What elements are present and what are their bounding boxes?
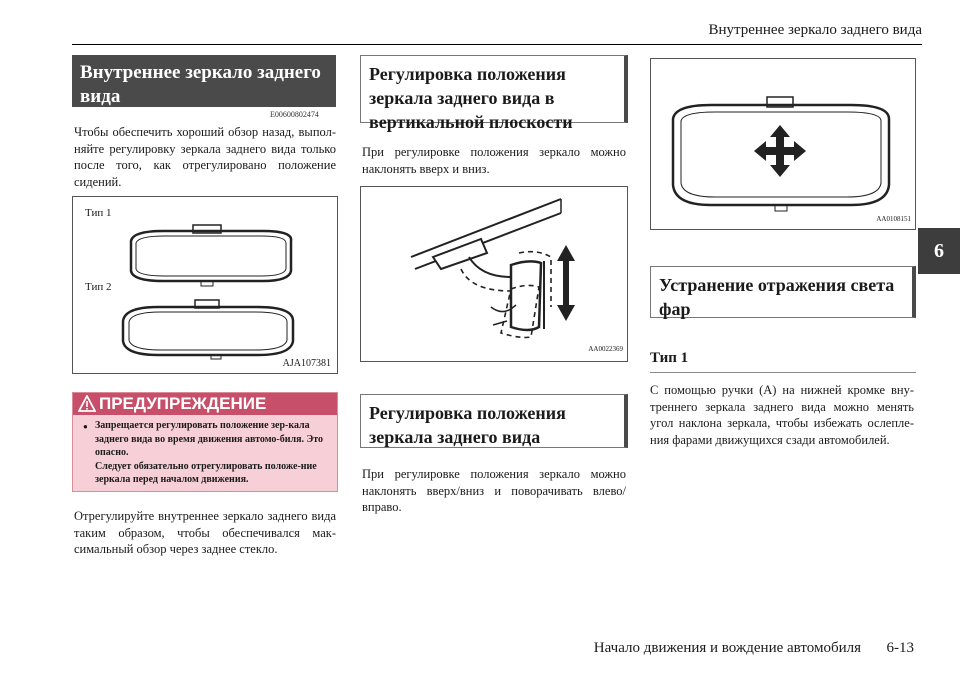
warning-title: ПРЕДУПРЕЖДЕНИЕ — [99, 394, 267, 413]
vertical-adjust-figure — [360, 186, 628, 362]
subhead-rule — [650, 372, 916, 373]
section-title-glare: Устранение отражения света фар — [650, 266, 916, 318]
section-title-mirror: Внутреннее зеркало заднего вида — [72, 55, 336, 107]
section-code: E00600802474 — [270, 110, 319, 119]
warning-title-bar — [73, 393, 337, 415]
figure-code: AJA107381 — [282, 358, 331, 369]
warning-line-2: Следует обязательно отрегулировать положе-ние зеркала перед началом движения. — [95, 460, 317, 485]
page-footer — [594, 640, 914, 657]
figure-code: AA0108151 — [876, 215, 911, 223]
header-rule — [72, 44, 922, 45]
warning-body — [73, 415, 337, 491]
mirror-illustration — [73, 197, 337, 373]
vertical-paragraph: При регулировке положения зеркало можно наклонять вверх и вниз. — [362, 145, 626, 176]
glare-paragraph: С помощью ручки (А) на нижней кромке вну-треннего зеркала заднего вида можно менять угол наклона зеркала, чтобы избежать ослепле-ния фарами движущихся сзади автомобилей. — [650, 383, 914, 447]
section-title-vertical: Регулировка положения зеркала заднего вида в вертикальной плоскости — [360, 55, 628, 123]
footer-text: Начало движения и вождение автомобиля — [593, 640, 861, 656]
running-header: Внутреннее зеркало заднего вида — [708, 22, 922, 38]
figure-code: AA0022369 — [588, 345, 623, 353]
intro-paragraph: Чтобы обеспечить хороший обзор назад, выпол-няйте регулировку зеркала заднего вида только после того, как отрегулировано положение сидений. — [74, 125, 336, 189]
chapter-tab: 6 — [918, 228, 960, 274]
warning-box — [72, 392, 338, 492]
mirror-side-illustration — [361, 187, 627, 361]
section-title-general: Регулировка положения зеркала заднего вида — [360, 394, 628, 448]
general-paragraph: При регулировке положения зеркало можно наклонять вверх/вниз и поворачивать влево/вправо. — [362, 467, 626, 514]
mirror-types-figure — [72, 196, 338, 374]
bullet-icon: ● — [83, 422, 88, 431]
mirror-rotate-figure — [650, 58, 916, 230]
page-number: 6-13 — [886, 640, 914, 656]
warning-triangle-icon — [78, 395, 96, 412]
warning-line-1: Запрещается регулировать положение зер-кала заднего вида во время движения автомо-биля. Это опасно. — [95, 420, 324, 458]
figure-label-type2: Тип 2 — [85, 281, 112, 293]
subhead-type1: Тип 1 — [650, 350, 689, 366]
mirror-front-illustration — [651, 59, 915, 229]
outro-paragraph: Отрегулируйте внутреннее зеркало заднего вида таким образом, чтобы обеспечивался мак-симальный обзор через заднее стекло. — [74, 509, 336, 556]
figure-label-type1: Тип 1 — [85, 207, 112, 219]
